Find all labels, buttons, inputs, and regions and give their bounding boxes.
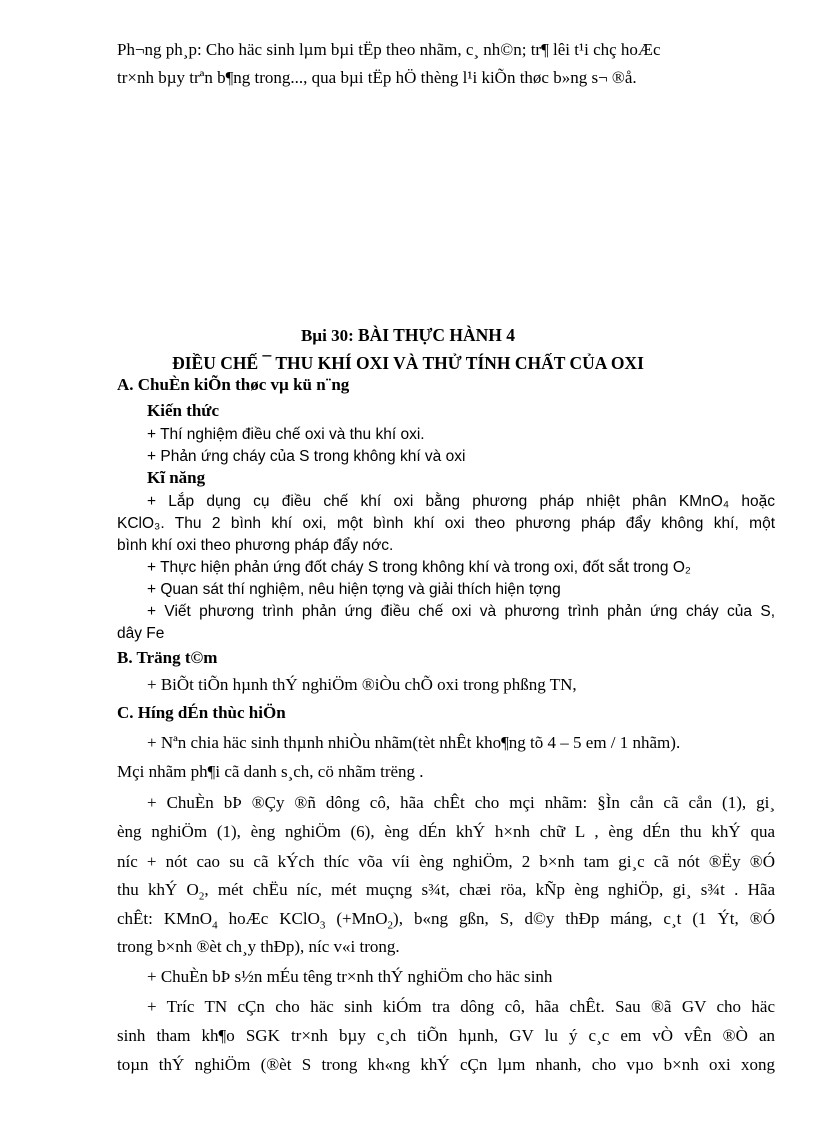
skill-item-1-line-2: KClO₃. Thu 2 bình khí oxi, một bình khí oxi theo phương pháp đẩy không khí, một [117, 515, 775, 532]
text-run: , mét chËu níc, mét muçng s¾t, chæi röa, kÑp èng nghiÖp, gi¸ s¾t . Hãa [204, 880, 775, 899]
section-c-p2-line-4 [117, 880, 775, 903]
subscript: 3 [319, 919, 326, 932]
section-c-p4-line-3: toµn thÝ nghiÖm (®èt S trong kh«ng khÝ cÇn lµm nhanh, cho vµo b×nh oxi xong [117, 1055, 775, 1074]
skill-item-4-line-2: dây Fe [117, 625, 165, 642]
text-run: hoÆc KClO [217, 909, 320, 928]
lesson-number: Bµi 30: [300, 326, 354, 345]
lesson-heading [0, 325, 816, 346]
subscript: 2 [198, 890, 205, 903]
section-c-heading: C. Híng dÉn thùc hiÖn [117, 703, 286, 722]
knowledge-item-2: + Phản ứng cháy của S trong không khí và oxi [147, 448, 466, 465]
intro-line-1: Ph¬ng ph¸p: Cho häc sinh lµm bµi tËp theo nhãm, c¸ nh©n; tr¶ lêi t¹i chç hoÆc [117, 40, 661, 59]
section-b-heading: B. Träng t©m [117, 648, 218, 667]
skill-item-2: + Thực hiện phản ứng đốt cháy S trong không khí và trong oxi, đốt sắt trong O₂ [147, 559, 691, 576]
text-run: chÊt: KMnO [117, 909, 213, 928]
subscript: 4 [212, 919, 218, 932]
intro-line-2: tr×nh bµy trªn b¶ng trong..., qua bµi tËp hÖ thèng l¹i kiÕn thøc b»ng s¬ ®å. [117, 68, 637, 87]
text-run: thu khÝ O [117, 880, 199, 899]
section-c-p1-line-2: Mçi nhãm ph¶i cã danh s¸ch, cö nhãm trëng . [117, 762, 424, 781]
text-run: (+MnO [325, 909, 388, 928]
section-c-p2-line-6: trong b×nh ®èt ch¸y thÐp), níc v«i trong. [117, 937, 400, 956]
knowledge-heading: Kiến thức [147, 401, 220, 420]
section-c-p4-line-2: sinh tham kh¶o SGK tr×nh bµy c¸ch tiÕn hµnh, GV lu ý c¸c em vÒ vÊn ®Ò an [117, 1026, 775, 1045]
skill-item-3: + Quan sát thí nghiệm, nêu hiện tợng và giải thích hiện tợng [147, 581, 561, 598]
lesson-subtitle: ĐIỀU CHẾ ¯ THU KHÍ OXI VÀ THỬ TÍNH CHẤT CỦA OXI [172, 353, 644, 373]
section-c-p3: + ChuÈn bÞ s½n mÉu têng tr×nh thÝ nghiÖm cho häc sinh [147, 967, 553, 986]
skill-heading: Kĩ năng [147, 468, 206, 487]
text-run: ), b«ng gßn, S, d©y thÐp máng, c¸t (1 Ýt, ®Ó [393, 909, 775, 928]
subscript: 2 [387, 919, 394, 932]
section-c-p1-line-1: + Nªn chia häc sinh thµnh nhiÒu nhãm(tèt nhÊt kho¶ng tõ 4 – 5 em / 1 nhãm). [147, 733, 681, 752]
section-c-p2-line-2: èng nghiÖm (1), èng nghiÖm (6), èng dÉn khÝ h×nh chữ L , èng dÉn thu khÝ qua [117, 822, 775, 841]
section-c-p2-line-1: + ChuÈn bÞ ®Çy ®ñ dông cô, hãa chÊt cho mçi nhãm: §Ìn cån cã cån (1), gi¸ [147, 793, 775, 812]
knowledge-item-1: + Thí nghiệm điều chế oxi và thu khí oxi. [147, 426, 425, 443]
section-c-p2-line-3: níc + nót cao su cã kÝch thíc võa víi èng nghiÖm, 2 b×nh tam gi¸c cã nót ®Ëy ®Ó [117, 852, 775, 871]
section-c-p2-line-5 [117, 909, 775, 932]
section-b-item-1: + BiÕt tiÕn hµnh thÝ nghiÖm ®iÒu chÕ oxi trong phßng TN, [147, 675, 577, 694]
lesson-title: BÀI THỰC HÀNH 4 [358, 325, 516, 345]
skill-item-4-line-1: + Viết phương trình phản ứng điều chế oxi và phương trình phản ứng cháy của S, [147, 603, 775, 620]
skill-item-1-line-3: bình khí oxi theo phương pháp đẩy nớc. [117, 537, 394, 554]
section-c-p4-line-1: + Tríc TN cÇn cho häc sinh kiÓm tra dông cô, hãa chÊt. Sau ®ã GV cho häc [147, 997, 775, 1016]
skill-item-1-line-1: + Lắp dụng cụ điều chế khí oxi bằng phương pháp nhiệt phân KMnO₄ hoặc [147, 493, 775, 510]
section-a-heading: A. ChuÈn kiÕn thøc vµ kü n¨ng [117, 375, 350, 394]
